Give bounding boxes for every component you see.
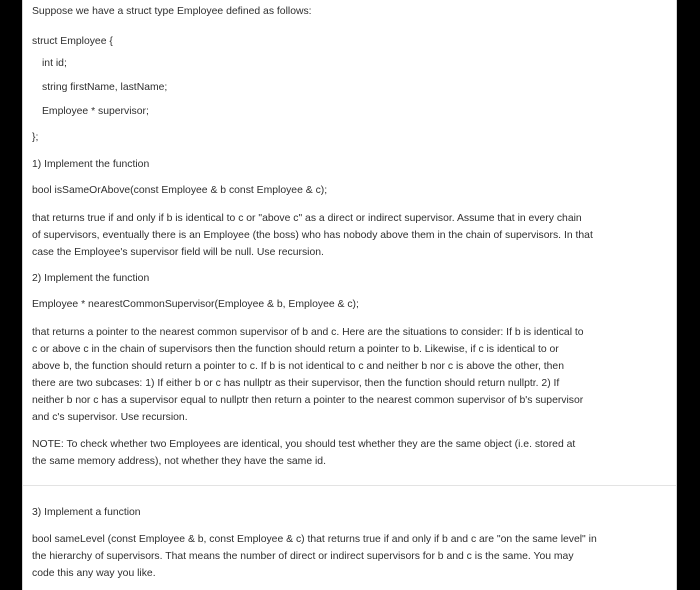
q2-description-line: that returns a pointer to the nearest common supervisor of b and c. Here are the situations to consider: If b is identical to	[32, 327, 584, 338]
q2-note-line: the same memory address), not whether they have the same id.	[32, 456, 326, 467]
q2-description	[32, 324, 654, 426]
q1-description	[32, 210, 654, 261]
code-line-close: };	[32, 132, 39, 143]
q2-description-line: above b, the function should return a pointer to c. If b is not identical to c and neither b nor c is above the other, then	[32, 361, 564, 372]
code-line-id: int id;	[42, 58, 67, 69]
section-divider	[23, 485, 676, 486]
q2-heading: 2) Implement the function	[32, 273, 150, 284]
q2-description-line: c or above c in the chain of supervisors then the function should return a pointer to b. Likewise, if c is identical to or	[32, 344, 559, 355]
q3-description-line: bool sameLevel (const Employee & b, const Employee & c) that returns true if and only if b and c are "on the same level" in	[32, 534, 597, 545]
code-line-struct: struct Employee {	[32, 36, 113, 47]
q2-signature: Employee * nearestCommonSupervisor(Employee & b, Employee & c);	[32, 299, 359, 310]
intro-text: Suppose we have a struct type Employee defined as follows:	[32, 6, 312, 17]
document-page	[22, 0, 677, 590]
q3-description-line: the hierarchy of supervisors. That means the number of direct or indirect supervisors for b and c is the same. You may	[32, 551, 574, 562]
q1-signature: bool isSameOrAbove(const Employee & b const Employee & c);	[32, 185, 328, 196]
q2-description-line: there are two subcases: 1) If either b or c has nullptr as their supervisor, then the function should return nullptr. 2) If	[32, 378, 560, 389]
q3-description	[32, 531, 654, 582]
q2-note	[32, 436, 654, 470]
code-line-names: string firstName, lastName;	[42, 82, 168, 93]
code-line-supervisor: Employee * supervisor;	[42, 106, 149, 117]
q2-note-line: NOTE: To check whether two Employees are identical, you should test whether they are the same object (i.e. stored at	[32, 439, 576, 450]
q1-description-line: of supervisors, eventually there is an Employee (the boss) who has nobody above them in the chain of supervisors. In that	[32, 230, 593, 241]
q2-description-line: neither b nor c has a supervisor equal to nullptr then return a pointer to the nearest common supervisor of b's supervisor	[32, 395, 584, 406]
q1-heading: 1) Implement the function	[32, 159, 150, 170]
q1-description-line: that returns true if and only if b is identical to c or "above c" as a direct or indirect supervisor. Assume that in every chain	[32, 213, 582, 224]
q2-description-line: and c's supervisor. Use recursion.	[32, 412, 188, 423]
q1-description-line: case the Employee's supervisor field will be null. Use recursion.	[32, 247, 324, 258]
q3-heading: 3) Implement a function	[32, 507, 141, 518]
q3-description-line: code this any way you like.	[32, 568, 156, 579]
